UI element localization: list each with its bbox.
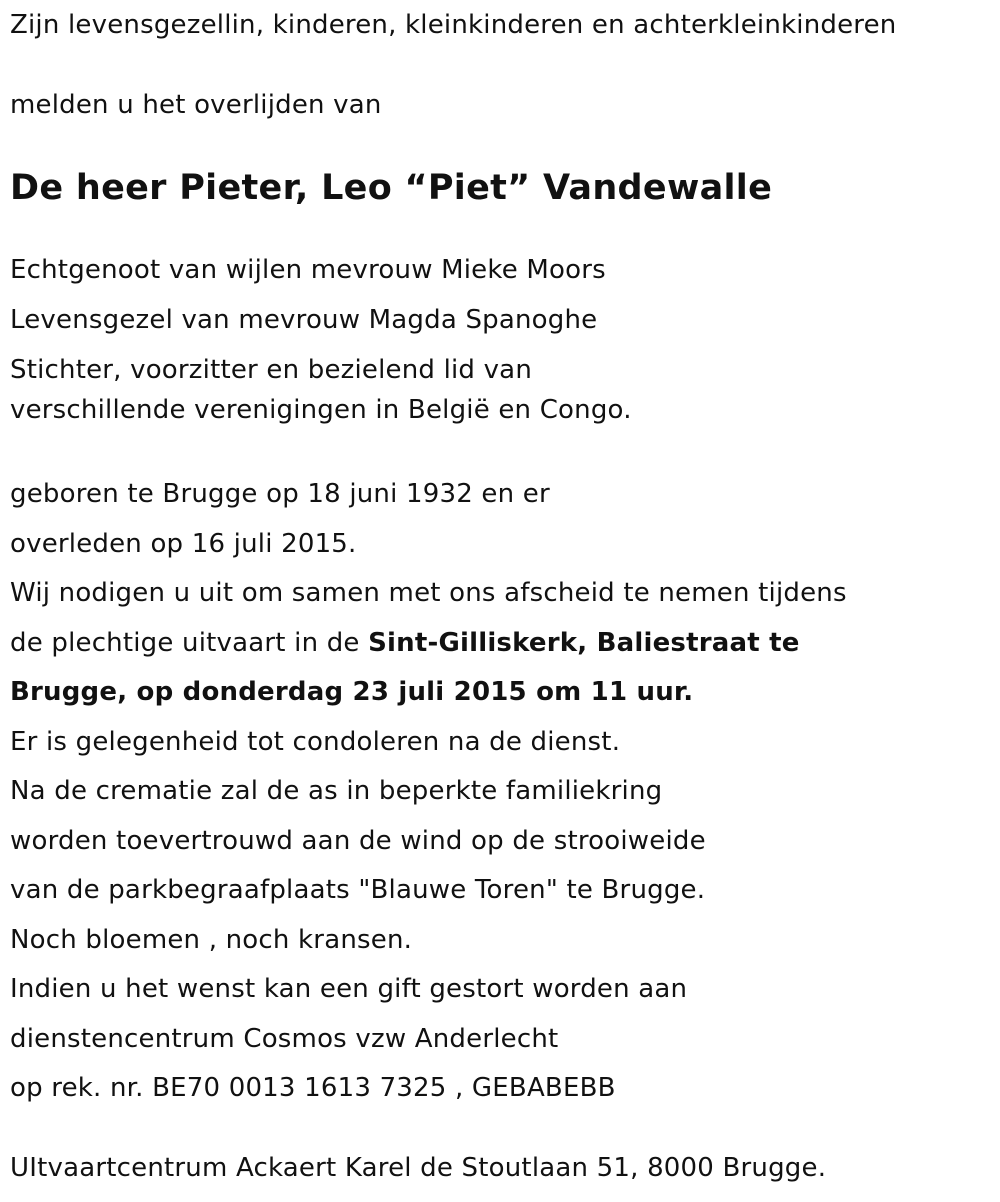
deceased-name: De heer Pieter, Leo “Piet” Vandewalle — [10, 168, 773, 208]
cremation-line-2: worden toevertrouwd aan de wind op de strooiweide — [10, 825, 706, 856]
partner-line: Levensgezel van mevrouw Magda Spanoghe — [10, 304, 598, 335]
born-line: geboren te Brugge op 18 juni 1932 en er — [10, 479, 550, 509]
died-line: overleden op 16 juli 2015. — [10, 528, 357, 559]
ceremony-location: Sint-Gilliskerk, Baliestraat te — [368, 627, 800, 658]
flowers-line: Noch bloemen , noch kransen. — [10, 924, 413, 955]
cremation-line-3: van de parkbegraafplaats "Blauwe Toren" te Brugge. — [10, 875, 706, 905]
ceremony-line — [10, 619, 990, 669]
founder-line-1: Stichter, voorzitter en bezielend lid van — [10, 355, 532, 385]
invite-line: Wij nodigen u uit om samen met ons afscheid te nemen tijdens — [10, 578, 847, 608]
spacer — [10, 430, 990, 470]
ceremony-prefix: de plechtige uitvaart in de — [10, 627, 369, 658]
gift-line-2: dienstencentrum Cosmos vzw Anderlecht — [10, 1023, 559, 1054]
gift-line-1: Indien u het wenst kan een gift gestort worden aan — [10, 974, 688, 1004]
gift-line-3: op rek. nr. BE70 0013 1613 7325 , GEBABEBB — [10, 1073, 616, 1103]
cremation-line-1: Na de crematie zal de as in beperkte familiekring — [10, 776, 663, 806]
obituary-notice — [10, 0, 990, 1193]
ceremony-date-line: Brugge, op donderdag 23 juli 2015 om 11 uur. — [10, 677, 694, 707]
intro-line-2: melden u het overlijden van — [10, 89, 382, 120]
spacer — [10, 51, 990, 81]
condolence-line: Er is gelegenheid tot condoleren na de dienst. — [10, 726, 621, 757]
spacer — [10, 1114, 990, 1144]
spacer — [10, 214, 990, 246]
spacer — [10, 130, 990, 162]
spouse-line: Echtgenoot van wijlen mevrouw Mieke Moors — [10, 255, 606, 285]
funeral-home-line: UItvaartcentrum Ackaert Karel de Stoutlaan 51, 8000 Brugge. — [10, 1152, 827, 1183]
intro-line-1: Zijn levensgezellin, kinderen, kleinkinderen en achterkleinkinderen — [10, 10, 897, 40]
founder-line-2: verschillende verenigingen in België en Congo. — [10, 395, 632, 425]
